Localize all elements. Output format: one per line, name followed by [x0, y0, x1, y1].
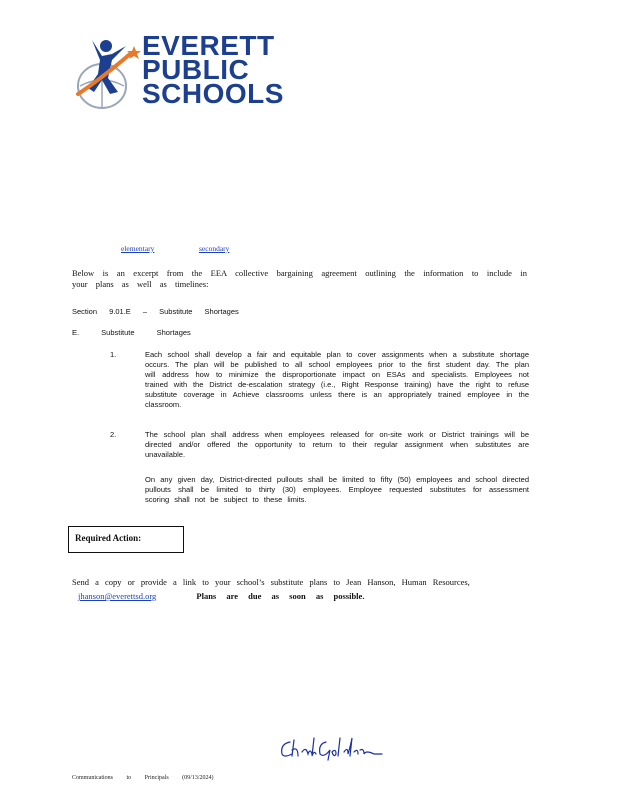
footer: Communications to Principals (09/13/2024) [72, 775, 214, 781]
list-item-number: 1. [110, 350, 117, 359]
list-item-text: The school plan shall address when employees released for on-site work or District trainings will be directed and/or offered the opportunity to return to their regular assignment when substitutes are unavailable. [145, 430, 529, 459]
elementary-link[interactable]: elementary [121, 244, 155, 253]
action-deadline: Plans are due as soon as possible. [196, 591, 365, 601]
sub-heading: E. Substitute Shortages [72, 328, 191, 337]
list-item-text: Each school shall develop a fair and equitable plan to cover assignments when a substitute shortage occurs. The plan will be published to all school employees prior to the first student day. The plan will address how to minimize the disproportionate impact on ESAs and specialists. Employees not trained with the District de-escalation strategy (i.e., Right Response training) have the right to refuse substitute coverage in Achieve classrooms unless there is an appropriately trained employee in the classroom. [145, 350, 529, 409]
logo-figure-icon [72, 34, 142, 112]
list-item-text-continued: On any given day, District-directed pullouts shall be limited to fifty (50) employees and school directed pullouts shall be limited to thirty (30) employees. Employee requested substitutes for assessment scoring shall not be subject to these limits. [145, 475, 529, 504]
required-action-label: Required Action: [75, 533, 142, 543]
logo-line-1: EVERETT [142, 30, 275, 61]
secondary-link[interactable]: secondary [199, 244, 230, 253]
logo-line-2: PUBLIC [142, 54, 250, 85]
required-action-box [68, 526, 184, 553]
section-heading: Section 9.01.E – Substitute Shortages [72, 307, 239, 316]
signature [278, 734, 388, 762]
list-item-number: 2. [110, 430, 117, 439]
action-text: Send a copy or provide a link to your school’s substitute plans to Jean Hanson, Human Resources, [72, 577, 470, 587]
intro-paragraph: Below is an excerpt from the EEA collective bargaining agreement outlining the information to include in your plans as well as timelines: [72, 268, 527, 289]
signature-icon [278, 734, 388, 762]
email-link[interactable]: jhanson@everettsd.org [78, 591, 157, 601]
logo-line-3: SCHOOLS [142, 78, 284, 109]
district-logo [72, 30, 284, 114]
action-paragraph [72, 575, 532, 603]
